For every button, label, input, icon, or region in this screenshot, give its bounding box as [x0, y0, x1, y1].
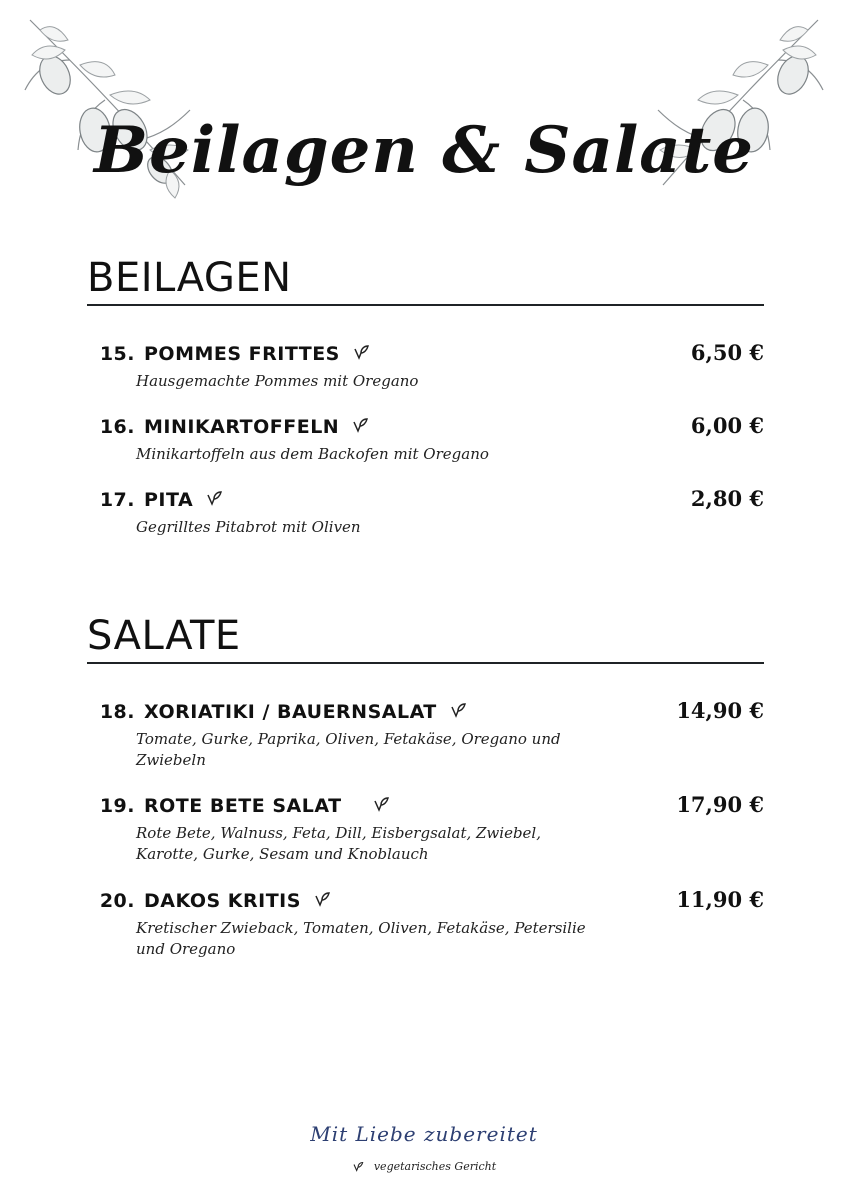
leaf-icon — [313, 891, 331, 907]
footer — [0, 1122, 848, 1173]
item-number: 16. — [99, 416, 135, 438]
menu-item — [87, 887, 764, 960]
section-heading: SALATE — [87, 613, 241, 659]
item-description: Tomate, Gurke, Paprika, Oliven, Fetakäse, Oregano und Zwiebeln — [136, 730, 561, 769]
item-number: 20. — [99, 890, 135, 912]
item-name: PITA — [144, 489, 194, 511]
item-description: Hausgemachte Pommes mit Oregano — [136, 372, 419, 390]
legend-text: vegetarisches Gericht — [373, 1160, 497, 1173]
item-number: 15. — [99, 343, 135, 365]
menu-item — [87, 486, 764, 538]
section-heading: BEILAGEN — [87, 255, 292, 301]
leaf-icon — [372, 796, 390, 812]
item-description: Minikartoffeln aus dem Backofen mit Oregano — [136, 445, 489, 463]
item-name: POMMES FRITTES — [144, 343, 340, 365]
leaf-icon — [351, 417, 369, 433]
item-name: DAKOS KRITIS — [144, 890, 301, 912]
section-divider — [87, 304, 764, 306]
section-divider — [87, 662, 764, 664]
item-name: XORIATIKI / BAUERNSALAT — [144, 701, 437, 723]
item-description: Rote Bete, Walnuss, Feta, Dill, Eisbergsalat, Zwiebel, Karotte, Gurke, Sesam und Knoblauch — [136, 824, 541, 863]
leaf-icon — [205, 490, 223, 506]
item-description: Kretischer Zwieback, Tomaten, Oliven, Fetakäse, Petersilie und Oregano — [136, 919, 586, 958]
leaf-icon — [352, 1161, 364, 1172]
item-number: 17. — [99, 489, 135, 511]
item-price: 6,50 € — [690, 340, 764, 365]
menu-item — [87, 698, 764, 771]
item-number: 18. — [99, 701, 135, 723]
section-beilagen — [87, 255, 764, 536]
menu-item — [87, 792, 764, 865]
leaf-icon — [352, 344, 370, 360]
item-name: ROTE BETE SALAT — [144, 795, 342, 817]
item-price: 11,90 € — [676, 887, 764, 912]
item-description: Gegrilltes Pitabrot mit Oliven — [136, 518, 361, 536]
menu-item — [87, 340, 764, 392]
leaf-icon — [449, 702, 467, 718]
vegetarian-legend — [0, 1160, 848, 1173]
item-price: 6,00 € — [690, 413, 764, 438]
section-salate — [87, 613, 764, 958]
item-price: 2,80 € — [690, 486, 764, 511]
footer-slogan: Mit Liebe zubereitet — [310, 1122, 538, 1146]
menu-item — [87, 413, 764, 465]
item-price: 14,90 € — [676, 698, 764, 723]
item-name: MINIKARTOFFELN — [144, 416, 340, 438]
item-price: 17,90 € — [676, 792, 764, 817]
page-title: Beilagen & Salate — [94, 112, 754, 188]
item-number: 19. — [99, 795, 135, 817]
